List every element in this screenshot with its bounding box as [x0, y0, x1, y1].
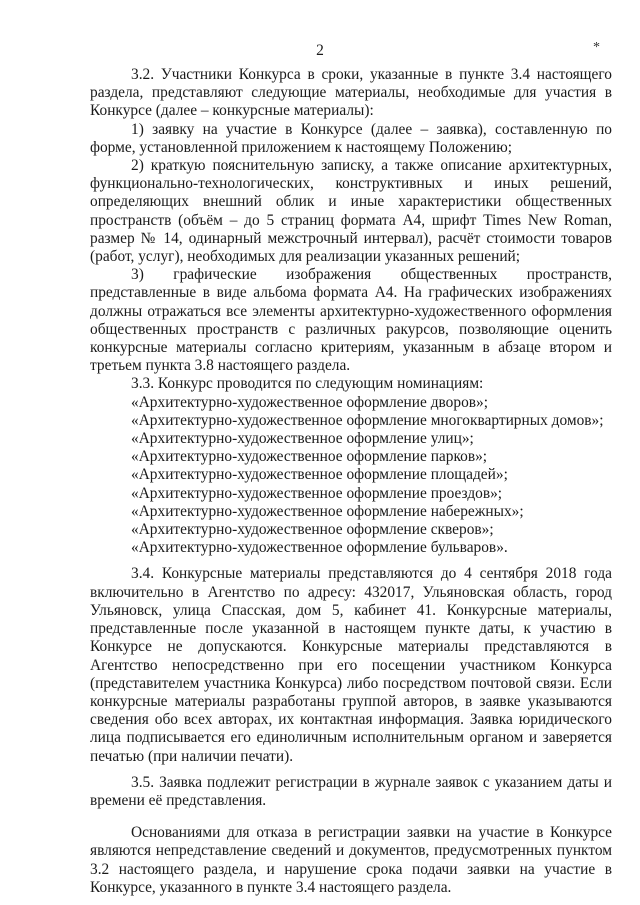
corner-mark: *: [593, 40, 600, 55]
nomination-item: «Архитектурно-художественное оформление набережных»;: [131, 502, 524, 520]
nomination-item: «Архитектурно-художественное оформление улиц»;: [131, 430, 474, 448]
nominations-list: [90, 394, 612, 558]
list-item-2: 2) краткую пояснительную записку, а также описание архитектурных, функционально-технологических, конструктивных и иных решений, определяющих внешний облик и иные характеристики общественных пространств (объём – до 5 страниц формата А4, шрифт Times New Roman, размер № 14, одинарный межстрочный интервал), расчёт стоимости товаров (работ, услуг), необходимых для реализации указанных решений;: [90, 157, 612, 266]
nomination-item: «Архитектурно-художественное оформление площадей»;: [131, 466, 508, 484]
nomination-item: «Архитектурно-художественное оформление проездов»;: [131, 484, 503, 502]
list-item-3: 3) графические изображения общественных пространств, представленные в виде альбома формата А4. На графических изображениях должны отражаться все элементы архитектурно-художественного оформления общественных пространств с различных ракурсов, позволяющие оценить конкурсные материалы согласно критериям, указанным в абзаце втором и третьем пункта 3.8 настоящего раздела.: [90, 266, 612, 375]
list-item-1: 1) заявку на участие в Конкурсе (далее – заявка), составленную по форме, установленной приложением к настоящему Положению;: [90, 120, 612, 156]
paragraph-3-4: 3.4. Конкурсные материалы представляются до 4 сентября 2018 года включительно в Агентство по адресу: 432017, Ульяновская область, город Ульяновск, улица Спасская, дом 5, кабинет 41. Конкурсные материалы, представленные после указанной в настоящем пункте даты, к участию в Конкурсе не допускаются. Конкурсные материалы представляются в Агентство непосредственно при его посещении участником Конкурса (представителем участника Конкурса) либо посредством почтовой связи. Если конкурсные материалы разработаны группой авторов, в заявке указываются сведения обо всех авторах, их контактная информация. Заявка юридического лица подписывается его единоличным исполнительным органом и заверяется печатью (при наличии печати).: [90, 565, 612, 765]
nomination-item: «Архитектурно-художественное оформление бульваров».: [131, 539, 508, 557]
nomination-item: «Архитектурно-художественное оформление дворов»;: [131, 393, 489, 411]
paragraph-3-5: 3.5. Заявка подлежит регистрации в журнале заявок с указанием даты и времени её представления.: [90, 773, 612, 809]
paragraph-grounds: Основаниями для отказа в регистрации заявки на участие в Конкурсе являются непредставление сведений и документов, предусмотренных пунктом 3.2 настоящего раздела, и нарушение срока подачи заявки на участие в Конкурсе, указанного в пункте 3.4 настоящего раздела.: [90, 824, 612, 896]
paragraph-3-3: 3.3. Конкурс проводится по следующим номинациям:: [131, 375, 484, 393]
nomination-item: «Архитектурно-художественное оформление парков»;: [131, 448, 488, 466]
nomination-item: «Архитектурно-художественное оформление многоквартирных домов»;: [131, 411, 604, 429]
paragraph-3-2: 3.2. Участники Конкурса в сроки, указанные в пункте 3.4 настоящего раздела, представляют следующие материалы, необходимые для участия в Конкурсе (далее – конкурсные материалы):: [90, 66, 612, 120]
page-number: 2: [316, 42, 324, 59]
document-body: [90, 66, 612, 897]
nomination-item: «Архитектурно-художественное оформление скверов»;: [131, 521, 494, 539]
